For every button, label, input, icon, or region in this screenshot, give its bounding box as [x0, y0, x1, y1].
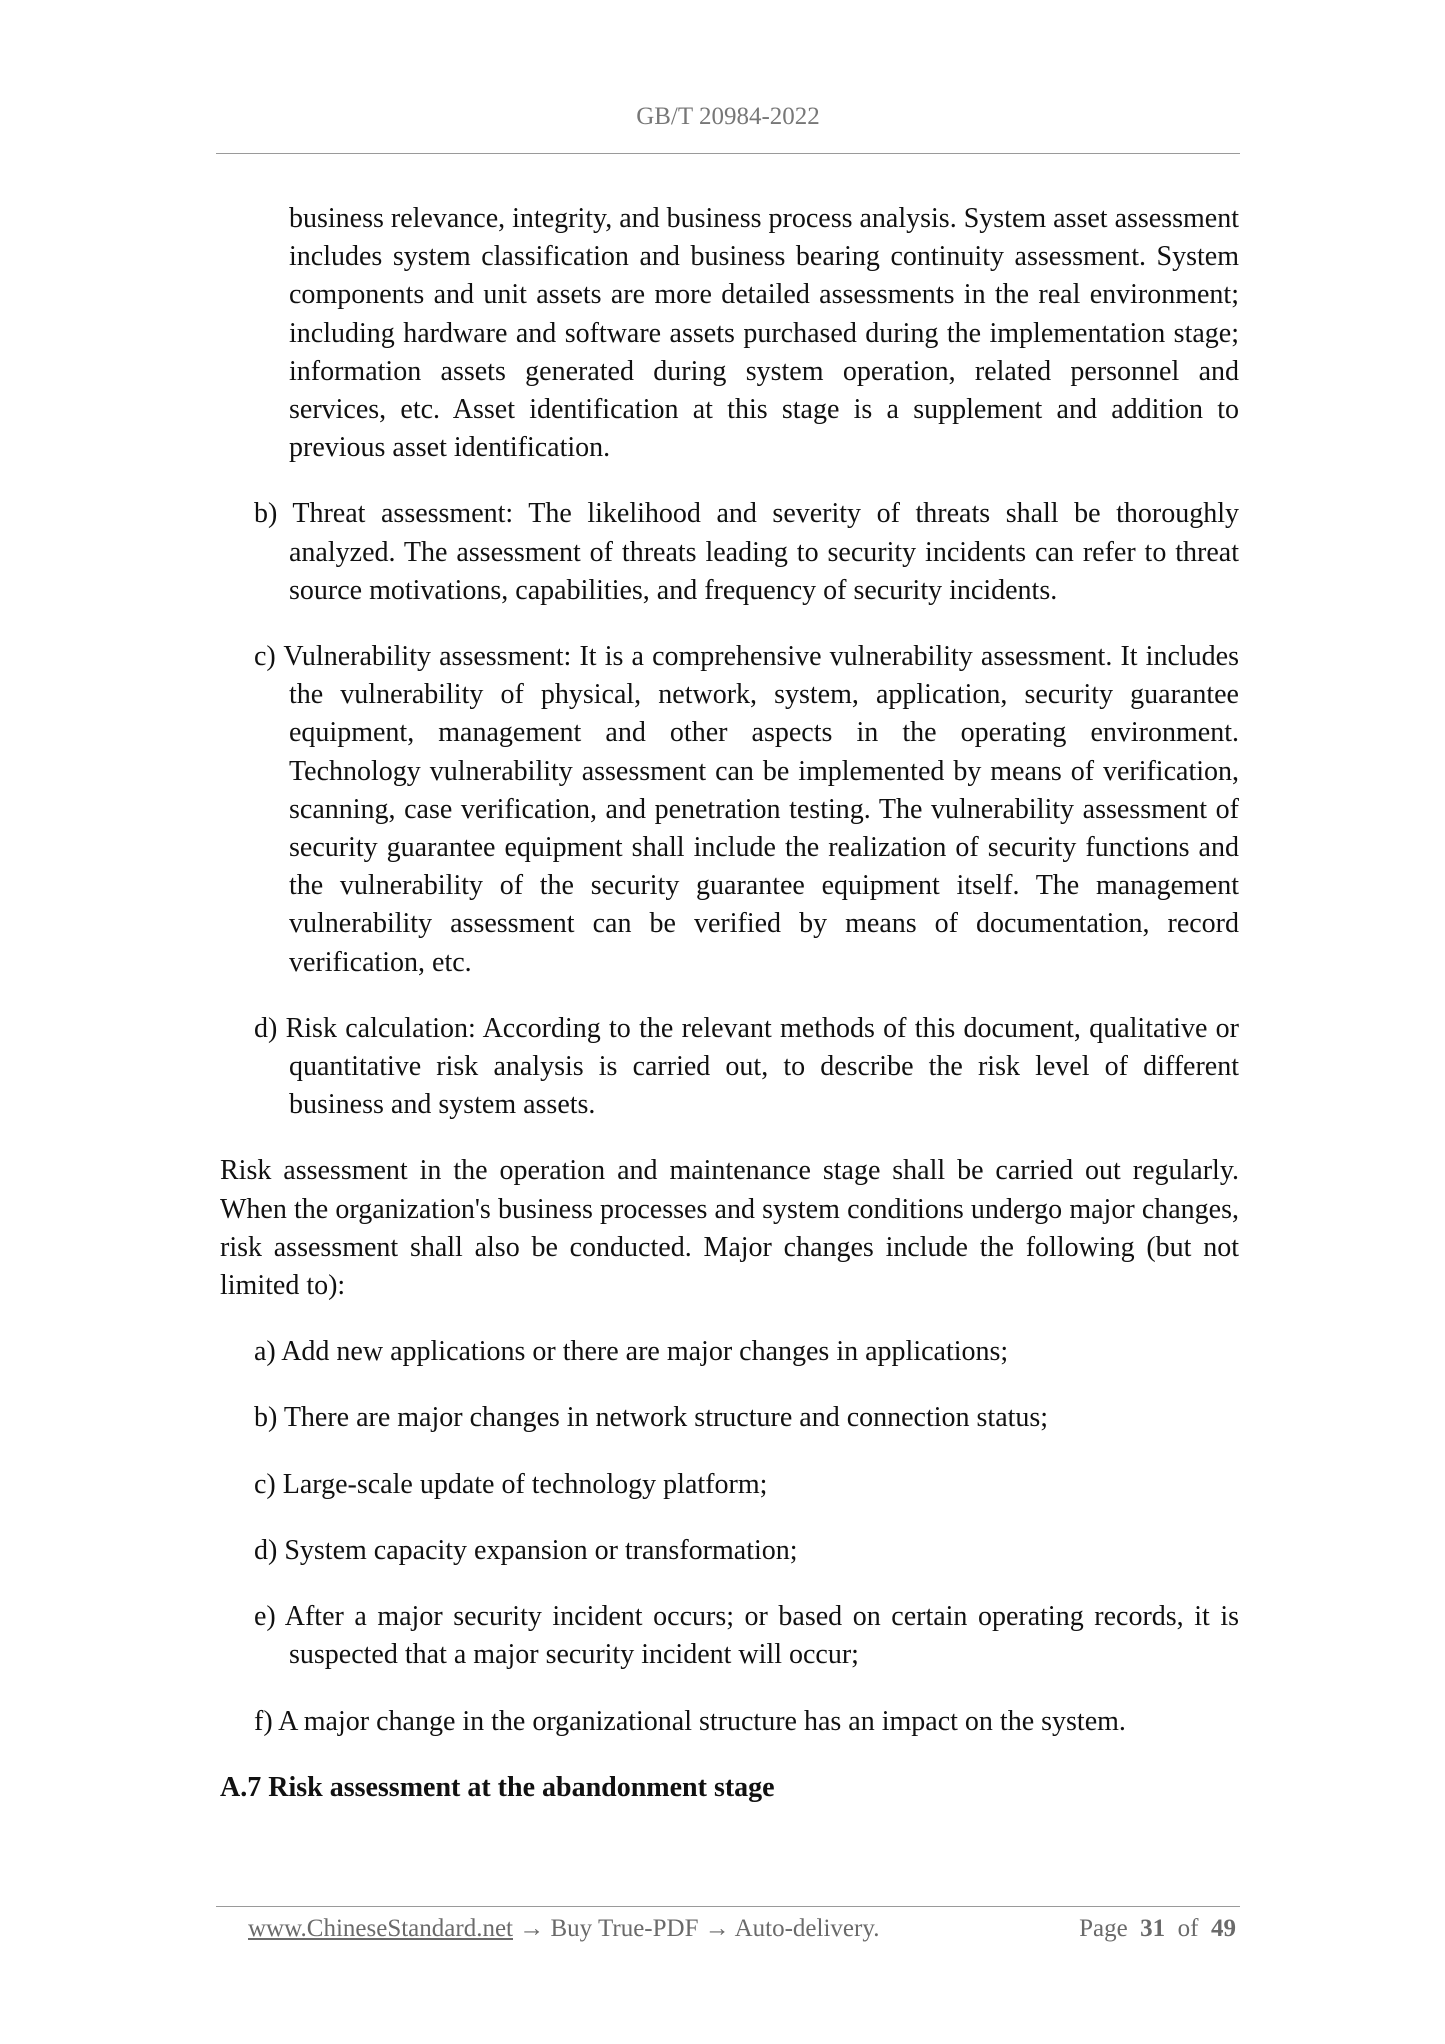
of-label: of	[1177, 1915, 1199, 1942]
change-item-c: c) Large-scale update of technology platform;	[254, 1468, 768, 1500]
total-pages: 49	[1211, 1915, 1236, 1942]
continuation-paragraph: business relevance, integrity, and business process analysis. System asset assessment includes system classification and business bearing continuity assessment. System components and unit assets are more detailed assessments in the real environment; including hardware and software assets purchased during the implementation stage; information assets generated during system operation, related personnel and services, etc. Asset identification at this stage is a supplement and addition to previous asset identification.	[289, 203, 1240, 464]
header-divider	[216, 153, 1240, 154]
page-label: Page	[1079, 1915, 1128, 1942]
list-item-b-threat: b) Threat assessment: The likelihood and severity of threats shall be thoroughly analyzed. The assessment of threats leading to security incidents can refer to threat source motivations, capabilities, and frequency of security incidents.	[254, 498, 1239, 606]
website-link[interactable]: www.ChineseStandard.net	[248, 1915, 513, 1942]
list-item-c-vulnerability: c) Vulnerability assessment: It is a comprehensive vulnerability assessment. It includes the vulnerability of physical, network, system, application, security guarantee equipment, management and other aspects in the operating environment. Technology vulnerability assessment can be implemented by means of verification, scanning, case verification, and penetration testing. The vulnerability assessment of security guarantee equipment shall include the realization of security functions and the vulnerability of the security guarantee equipment itself. The management vulnerability assessment can be verified by means of documentation, record verification, etc.	[254, 641, 1239, 978]
delivery-text: Auto-delivery.	[734, 1915, 880, 1942]
buy-pdf-text: Buy True-PDF	[550, 1915, 699, 1942]
arrow-icon: →	[519, 1915, 545, 1942]
section-heading: A.7 Risk assessment at the abandonment stage	[220, 1771, 775, 1803]
page-header: GB/T 20984-2022	[636, 103, 820, 130]
page-counter	[1079, 1910, 1236, 1948]
change-item-b: b) There are major changes in network structure and connection status;	[254, 1402, 1049, 1434]
body-paragraph: Risk assessment in the operation and maintenance stage shall be carried out regularly. When the organization's business processes and system conditions undergo major changes, risk assessment shall also be conducted. Major changes include the following (but not limited to):	[220, 1155, 1239, 1302]
page-footer	[248, 1910, 1236, 1948]
change-item-f: f) A major change in the organizational structure has an impact on the system.	[254, 1705, 1126, 1737]
page-number: 31	[1140, 1915, 1166, 1942]
change-item-d: d) System capacity expansion or transformation;	[254, 1534, 798, 1566]
page-body	[220, 200, 1239, 1807]
change-item-a: a) Add new applications or there are major changes in applications;	[254, 1336, 1009, 1368]
footer-divider	[216, 1906, 1240, 1907]
list-item-d-risk-calculation: d) Risk calculation: According to the relevant methods of this document, qualitative or quantitative risk analysis is carried out, to describe the risk level of different business and system assets.	[254, 1012, 1239, 1121]
footer-links	[248, 1915, 879, 1942]
change-item-e: e) After a major security incident occurs; or based on certain operating records, it is suspected that a major security incident will occur;	[254, 1601, 1239, 1671]
arrow-icon: →	[704, 1915, 730, 1942]
